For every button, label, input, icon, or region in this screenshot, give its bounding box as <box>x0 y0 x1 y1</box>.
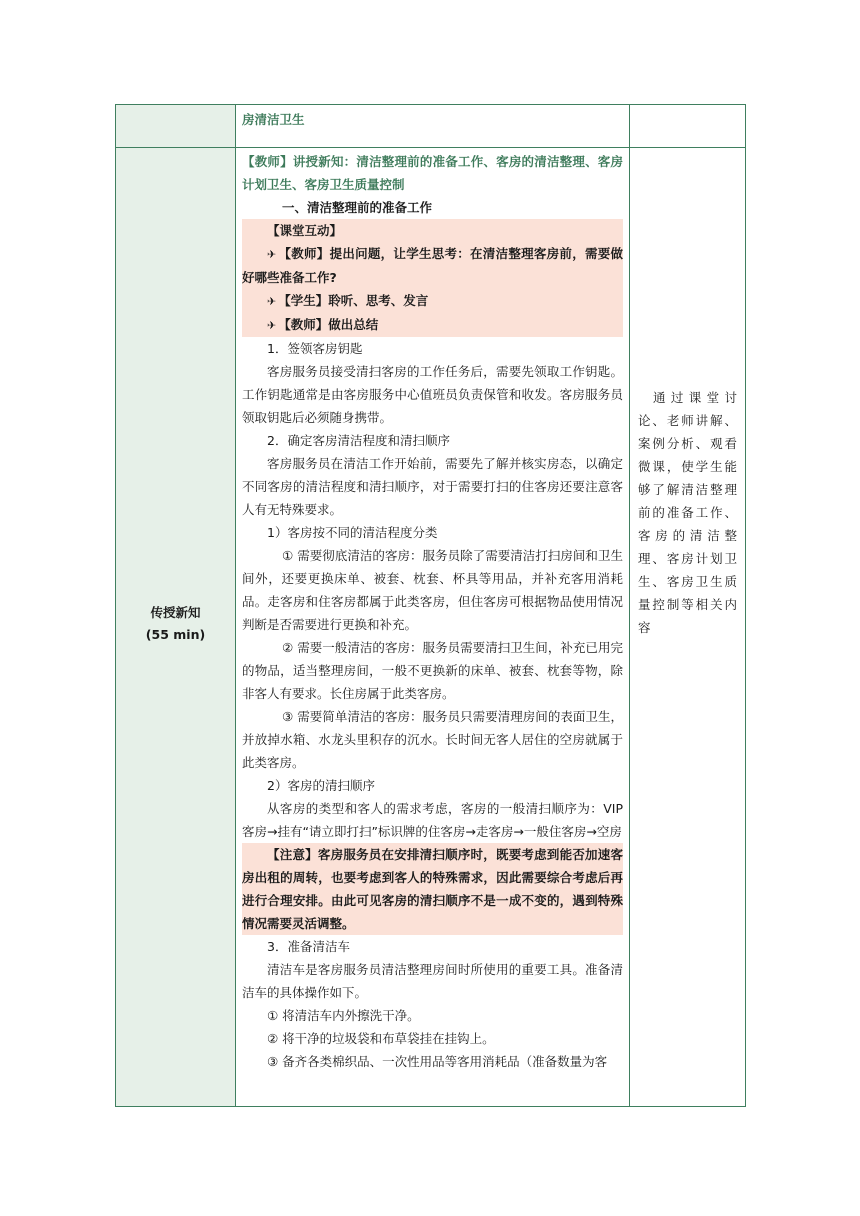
sub-1-item: ② 需要一般清洁的客房：服务员需要清扫卫生间，补充已用完的物品，适当整理房间，一般不更换新的床单、被套、枕套等物，除非客人有要求。长住房属于此类客房。 <box>242 640 623 701</box>
section-name: 传授新知 <box>150 605 201 620</box>
note-box: 【注意】客房服务员在安排清扫顺序时，既要考虑到能否加速客房出租的周转，也要考虑到客人的特殊需求，因此需要综合考虑后再进行合理安排。由此可见客房的清扫顺序不是一成不变的，遇到特殊情况需要灵活调整。 <box>242 843 623 935</box>
section-label-cell <box>116 148 236 1107</box>
item-3-step: ① 将清洁车内外擦洗干净。 <box>267 1008 420 1023</box>
sub-1-item: ① 需要彻底清洁的客房：服务员除了需要清洁打扫房间和卫生间外，还要更换床单、被套、枕套、杯具等用品，并补充客用消耗品。走客房和住客房都属于此类客房，但住客房可根据物品使用情况判断是否需要进行更换和补充。 <box>242 548 623 632</box>
item-2-title: 2．确定客房清洁程度和清扫顺序 <box>267 433 450 448</box>
item-2-text: 客房服务员在清洁工作开始前，需要先了解并核实房态，以确定不同客房的清洁程度和清扫顺序，对于需要打扫的住客房还要注意客人有无特殊要求。 <box>242 456 623 517</box>
item-1-title: 1．签领客房钥匙 <box>267 341 363 356</box>
airplane-icon: ✈ <box>267 295 277 308</box>
interaction-box <box>242 219 623 337</box>
teaching-goal: 通过课堂讨论、老师讲解、案例分析、观看微课，使学生能够了解清洁整理前的准备工作、客房的清洁整理、客房计划卫生、客房卫生质量控制等相关内容 <box>638 390 737 635</box>
sub-1-title: 1）客房按不同的清洁程度分类 <box>267 525 438 540</box>
lesson-plan-table <box>115 104 746 1107</box>
content-cell <box>236 148 630 1107</box>
item-3-title: 3．准备清洁车 <box>267 939 350 954</box>
goal-cell <box>630 148 746 1107</box>
item-3-step: ② 将干净的垃圾袋和布草袋挂在挂钩上。 <box>267 1031 495 1046</box>
section-duration: (55 min) <box>145 627 206 642</box>
interaction-title: 【课堂互动】 <box>267 223 343 238</box>
goal-cell <box>630 105 746 148</box>
section-label-cell <box>116 105 236 148</box>
sub-2-text: 从客房的类型和客人的需求考虑，客房的一般清扫顺序为：VIP客房→挂有“请立即打扫”标识牌的住客房→走客房→一般住客房→空房 <box>242 801 623 839</box>
item-3-step: ③ 备齐各类棉织品、一次性用品等客用消耗品（准备数量为客 <box>267 1054 608 1069</box>
heading-1: 一、清洁整理前的准备工作 <box>282 200 433 215</box>
teacher-intro: 【教师】讲授新知：清洁整理前的准备工作、客房的清洁整理、客房计划卫生、客房卫生质量控制 <box>242 154 623 192</box>
interaction-item: ✈ 【教师】提出问题，让学生思考：在清洁整理客房前，需要做好哪些准备工作? <box>242 246 623 285</box>
item-1-text: 客房服务员接受清扫客房的工作任务后，需要先领取工作钥匙。工作钥匙通常是由客房服务中心值班员负责保管和收发。客房服务员领取钥匙后必须随身携带。 <box>242 364 623 425</box>
airplane-icon: ✈ <box>267 248 277 261</box>
table-row <box>116 148 746 1107</box>
table-row <box>116 105 746 148</box>
content-cell <box>236 105 630 148</box>
interaction-item: ✈ 【教师】做出总结 <box>267 317 379 332</box>
sub-2-title: 2）客房的清扫顺序 <box>267 778 375 793</box>
sub-1-item: ③ 需要简单清洁的客房：服务员只需要清理房间的表面卫生，并放掉水箱、水龙头里积存的沉水。长时间无客人居住的空房就属于此类客房。 <box>242 709 623 770</box>
content-continuation: 房清洁卫生 <box>242 112 305 127</box>
interaction-item: ✈ 【学生】聆听、思考、发言 <box>267 293 429 308</box>
airplane-icon: ✈ <box>267 319 277 332</box>
item-3-text: 清洁车是客房服务员清洁整理房间时所使用的重要工具。准备清洁车的具体操作如下。 <box>242 962 623 1000</box>
